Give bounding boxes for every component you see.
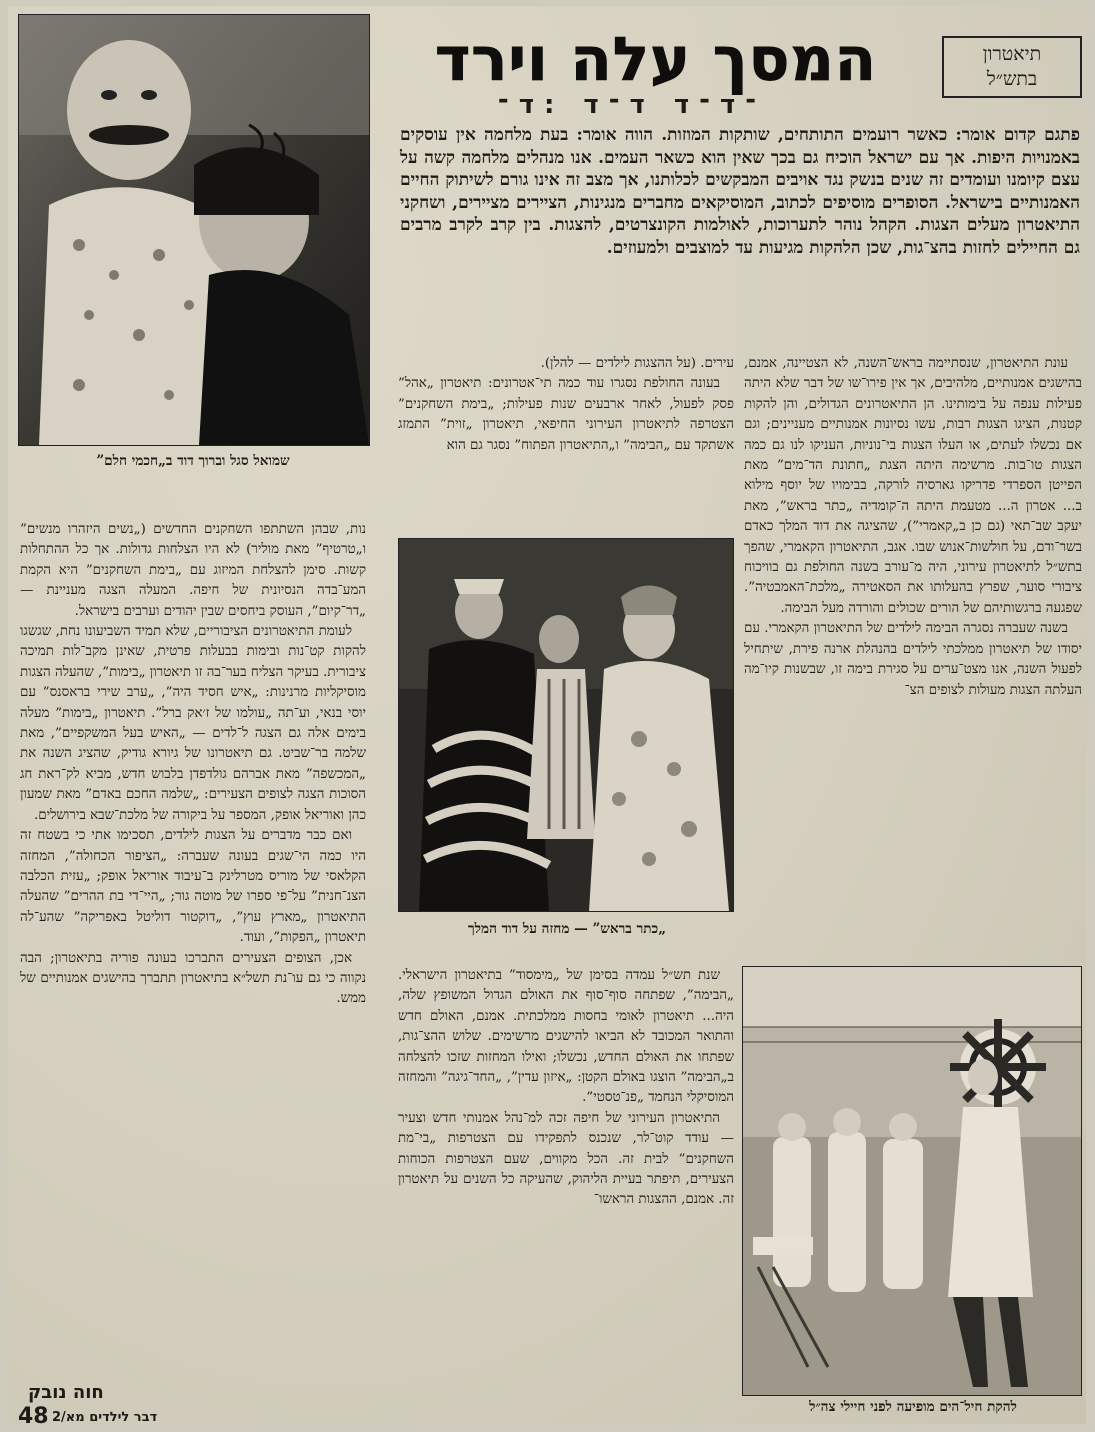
- publication-name: דבר לילדים מא/2: [52, 1410, 158, 1425]
- magazine-page: [8, 6, 1086, 1429]
- paragraph: בשנה שעברה נסגרה הבימה לילדים של התיאטרון הקאמרי. עם יסודו של תיאטרון ממלכתי לילדים בהנהלת ארנה פירת, שיתחיל לפעול השנה, אנו מצט־ערים על סגירת בימה זו, שבשנות קיו־מה העלתה הצגות מעולות לצופים הצ־: [744, 621, 1082, 698]
- paragraph: אכן, הצופים הצעירים התברכו בעונה פוריה בתיאטרון; הבה נקווה כי גם עו־נת תשל״א בתיאטרון תתברך בהישגים אמנותיים של ממש.: [20, 950, 366, 1007]
- page-number: 48: [18, 1404, 49, 1429]
- paragraph: ואם כבר מדברים על הצגות לילדים, תסכימו אתי כי בשטח זה היו כמה הי־שגים בעונה שעברה: „הציפור הכחולה”, המחזה הקלאסי של מוריס מטרלינק ב־עיבוד אוריאל אופק; „עזית הכלבה הצנ־חנית” על־פי ספרו של מוטה גור; „היי־די בת ההרים” שהעלה התיאטרון „מארץ עוץ”, „דוקטור דוליטל באפריקה” שהע־לה תיאטרון „הפקות”, ועוד.: [20, 828, 366, 946]
- photo-navy-band: [742, 966, 1082, 1396]
- column-middle-bottom: [398, 966, 734, 1412]
- paragraph: עונת התיאטרון, שנסתיימה בראש־השנה, לא הצטיינה, אמנם, בהישגים אמנותיים, מלהיבים, אך אין פירו־שו של דבר שלא היתה פעילות ענפה על בימותינו. הן התיאטרונים הגדולים, והן להקות קטנות, הציגו הצגות רבות, עשו נסיונות אמנותיים מעניינים; וגם אם נכשלו לעתים, או העלו הצגות בי־נוניות, העניקו לנו גם כמה הצגות טו־בות. מרשימה היתה הצגת „חתונת הד־מים” מאת הפייטן הספרדי פדריקו גארסיה לורקה, בבימויו של יוסף מילוא ב... אטרון ה... מטעמת היתה ה־קומדיה „כתר בראש”, מאת יעקב שב־תאי (גם כן ב„קאמרי”), שהציגה את דוד המלך כאדם בשר־ודם, על חולשות־אנוש שבו. אגב, התיאטרון הקאמרי, שהפך בתש״ל לתיאטרון עירוני, היה מ־עורב בשנה החולפת גם בוויכוח ציבורי סוער, שפרץ בהעלותו את הסאטירה „מלכת־האמבטיה”. שפגעה ברגשותיהם של הורים שכולים והורדה מעל הבימה.: [744, 356, 1082, 616]
- paragraph: בעונה החולפת נסגרו עוד כמה תי־אטרונים: תיאטרון „אהל” פסק לפעול, לאחר ארבעים שנות פעילות; „בימת השחקנים” הצטרפה לתיאטרון העירוני החיפאי, תיאטרון „זוית” התמזג אשתקד עם „הבימה” ו„התיאטרון הפתוח” נסגר גם הוא: [398, 376, 734, 453]
- column-right: [744, 354, 1082, 960]
- paragraph: עירים. (על ההצגות לילדים — להלן).: [540, 356, 734, 371]
- section-kicker: [942, 36, 1082, 98]
- subtitle-decoration: ־ד־ד ד־ד :ד־: [497, 90, 766, 120]
- paragraph: נות, שבהן השתתפו השחקנים החדשים („נשים היזהרו מנשים” ו„טרטיף” מאת מוליר) לא היו הצלחות גדולות. אך כל ההתחלות קשות. סימן להצלחת המיזוג עם „בימת השחקנים” היא הקמת המע־בדה הנסיונית של חיפה. המעלה הצגה מעניינת — „דר־קיום”, העוסק ביחסים שבין יהודים וערבים בישראל.: [20, 522, 366, 619]
- kicker-line-1: תיאטרון: [982, 43, 1042, 65]
- column-left: [20, 520, 366, 1380]
- photo-image: [19, 15, 369, 445]
- paragraph: שנת תש״ל עמדה בסימן של „מימסוד” בתיאטרון הישראלי. „הבימה”, שפתחה סוף־סוף את האולם הגדול המשופץ שלה, היה... תיאטרון לאומי בחסות ממלכתית. אמנם, האולם חדש והתואר המכובד לא הביאו להישגים מרשימים. שלוש ההצ־גות, שפתחו את האולם החדש, נכשלו; ואילו המחזות שזכו להצלחה ב„הבימה” הוצגו באולם הקטן: „איזון עדין”, „החד־גיגה” והמחזה המוסיקלי הנחמד „פנ־טסטי”.: [398, 968, 734, 1106]
- page-title: המסך עלה וירד: [435, 25, 877, 95]
- caption-top-left: שמואל סגל וברוך דוד ב„חכמי חלם”: [96, 453, 290, 469]
- column-middle-top: [398, 354, 734, 530]
- caption-middle: „כתר בראש” — מחזה על דוד המלך: [467, 921, 667, 937]
- photo-image: [743, 967, 1081, 1395]
- author-signature: חוה נובק: [28, 1382, 104, 1403]
- photo-keter-berosh: [398, 538, 734, 912]
- footer: [18, 1404, 358, 1429]
- kicker-line-2: בתש״ל: [986, 68, 1038, 90]
- caption-bottom-right: להקת חיל־הים מופיעה לפני חיילי צה״ל: [809, 1399, 1017, 1415]
- photo-chachmei-chelm: [18, 14, 370, 446]
- paragraph: לעומת התיאטרונים הציבוריים, שלא תמיד השביעונו נחת, שגשגו להקות קט־נות ובימות בבעלות פרטית, שאינן מקב־לות תמיכה ציבורית. בעיקר הצליח בער־בה זו תיאטרון „בימות”, שהעלה הצגות מוסיקליות מרנינות: „איש חסיד היה”, „ערב שירי בראסנס” עם יוסי בנאי, וע־תה „עולמו של ז׳אק ברל”. תיאטרון „בימות” מעלה בימים אלה גם הצגה ל־לדים — „האיש בעל המשקפיים”, מאת שלמה בר־שביט. גם תיאטרונו של גיורא גודיק, שהציג השנה את „המכשפה” מאת אברהם גולדפדן בלבוש חדש, מביא לק־ראת חג הסוכות הצגה לצופים הצעירים: „שלמה החכם באדם” מאת שמעון כהן ואוריאל אופק, המספר על ביקורה של מלכת־שבא בירושלים.: [20, 624, 366, 823]
- photo-image: [399, 539, 733, 911]
- intro-paragraph: פתגם קדום אומר: כאשר רועמים התותחים, שותקות המוזות. הווה אומר: בעת מלחמה אין עוסקים באמנויות היפות. אך עם ישראל הוכיח גם בכך שאין הוא כשאר העמים. אנו מנהלים מלחמה קשה על עצם קיומנו ועומדים זה שנים בנשק נגד אויבים המבקשים לכלותנו, אך מצב זה אינו גורם לשיתוק החיים האמנותיים בישראל. הסופרים מוסיפים לכתוב, המוסיקאים מחברים מנגינות, הציירים מציירים, ושחקני התיאטרון מעלים הצגות. הקהל נוהר לתערוכות, לאולמות הקונצרטים, להצגות. בין קרב לקרב מרבים גם החיילים לחזות בהצ־גות, שכן הלהקות מגיעות עד למוצבים ולמעוזים.: [400, 125, 1080, 258]
- paragraph: התיאטרון העירוני של חיפה זכה למ־נהל אמנותי חדש וצעיר — עודד קוט־לר, שנכנס לתפקידו עם הצטרפות „בי־מת השחקנים” לבית זה. הכל מקווים, שעם הצטרפות הכוחות הצעירים, תיפתר בעיית הליהוק, שהעיקה כל השנים על תיאטרון זה. אמנם, ההצגות הראשו־: [398, 1110, 734, 1208]
